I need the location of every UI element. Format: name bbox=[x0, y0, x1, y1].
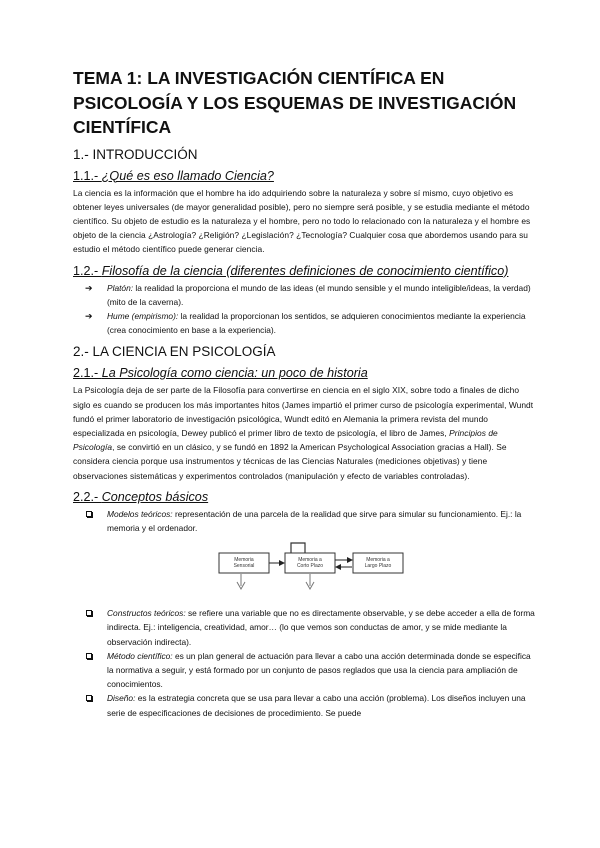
subsection-2-1-heading bbox=[73, 365, 535, 382]
label-long-term bbox=[365, 557, 392, 569]
down-arrow-icon bbox=[237, 574, 245, 589]
subsection-number: 2.1.- bbox=[73, 366, 102, 381]
label-line: Memoria a bbox=[298, 557, 322, 564]
label-line: Corto Plazo bbox=[296, 563, 324, 570]
checkbox-bullet-icon bbox=[86, 695, 92, 701]
subsection-2-1-body bbox=[73, 383, 535, 482]
body-text: La Psicología deja de ser parte de la Filosofía para convertirse en ciencia en el siglo XIX, sobre todo a finales de dicho siglo es cuando se producen los más importantes hitos (James impartió el primer curso de psicología experimental, Wundt fundó el primer laboratorio de investigación psicológica, Wundt editó en Alemania la primera revista del mundo especializada en psicología, Dewey publicó el primer libro de texto de psicología, el libro de James, bbox=[73, 385, 534, 438]
memory-model-diagram bbox=[213, 539, 535, 600]
list-item-text: la realidad la proporciona el mundo de las ideas (el mundo sensible y el mundo inteligible/ideas, la verdad) (mito de la caverna). bbox=[107, 282, 531, 307]
list-item-text: es un plan general de actuación para llevar a cabo una acción determinada donde se especifica la normativa a seguir, y está formado por un conjunto de pasos reglados que usa la ciencia para ampliación de conocimientos. bbox=[107, 650, 531, 690]
list-item bbox=[73, 649, 535, 692]
document-title: TEMA 1: LA INVESTIGACIÓN CIENTÍFICA EN PSICOLOGÍA Y LOS ESQUEMAS DE INVESTIGACIÓN CIENTÍFICA bbox=[73, 68, 517, 137]
body-text: , se convirtió en un clásico, y se fundó en 1892 la American Psychological Association gracias a Hall). Se considera ciencia porque usa instrumentos y técnicas de las Ciencias Naturales (mediciones objetivas) y tiene observaciones sistemáticas y experimentos controlados (manipulación y efecto de variables controladas). bbox=[73, 442, 507, 481]
subsection-number: 1.1.- bbox=[73, 168, 102, 183]
section-1-heading: 1.- INTRODUCCIÓN bbox=[73, 146, 198, 162]
subsection-number: 2.2.- bbox=[73, 489, 102, 504]
arrow-bullet-icon: ➔ bbox=[85, 310, 93, 321]
memory-diagram-svg bbox=[213, 539, 413, 595]
list-item-term: Método científico: bbox=[107, 650, 173, 661]
document-page bbox=[73, 66, 535, 720]
list-item-term: Hume (empirismo): bbox=[107, 310, 179, 321]
list-item-term: Constructos teóricos: bbox=[107, 608, 186, 619]
list-item-text: es la estrategia concreta que se usa para llevar a cabo una acción (problema). Los diseños incluyen una serie de especificaciones de decisiones de procedimiento. Se puede bbox=[107, 693, 526, 718]
checkbox-bullet-icon bbox=[86, 511, 92, 517]
arrow-bullet-icon: ➔ bbox=[85, 282, 93, 293]
rehearsal-loop bbox=[291, 543, 305, 553]
philosophy-list bbox=[73, 281, 535, 338]
list-item-term: Diseño: bbox=[107, 693, 136, 704]
label-line: Largo Plazo bbox=[364, 563, 392, 570]
subsection-title: ¿Qué es eso llamado Ciencia? bbox=[101, 168, 274, 183]
down-arrow-icon bbox=[306, 574, 314, 589]
list-item-text: se refiere una variable que no es directamente observable, y se debe acceder a ella de forma indirecta. Ej.: inteligencia, creatividad, amor… (lo que vemos son conductas de amor, y se mide mediante la observación indirecta). bbox=[107, 608, 535, 647]
label-line: Memoria a bbox=[366, 557, 390, 564]
book-title: Principios de Psicología bbox=[73, 427, 498, 453]
section-2-heading: 2.- LA CIENCIA EN PSICOLOGÍA bbox=[73, 344, 276, 360]
label-line: Memoria bbox=[234, 557, 254, 564]
list-item-term: Platón: bbox=[107, 282, 134, 293]
checkbox-bullet-icon bbox=[86, 653, 92, 659]
concepts-list-continued bbox=[73, 606, 535, 720]
subsection-title: Conceptos básicos bbox=[101, 489, 209, 504]
label-line: Sensorial bbox=[233, 563, 255, 570]
concepts-list bbox=[73, 507, 535, 535]
list-item bbox=[73, 691, 535, 719]
list-item-text: representación de una parcela de la realidad que sirve para simular su funcionamiento. Ej.: la memoria y el ordenador. bbox=[107, 508, 522, 533]
subsection-1-1-heading bbox=[73, 168, 535, 185]
list-item bbox=[73, 507, 535, 535]
subsection-number: 1.2.- bbox=[73, 263, 102, 278]
subsection-1-1-body: La ciencia es la información que el hombre ha ido adquiriendo sobre la naturaleza y sobre sí mismo, cuyo objetivo es obtener leyes universales (de mayor generalidad posible), pero no siempre será posible, y se estudia mediante el método científico. Su objeto de estudio es la naturaleza y el hombre, pero no todo lo relacionado con la naturaleza y el hombre es objeto de la ciencia ¿Astrología? ¿Religión? ¿Legislación? ¿Tecnología? Cualquier cosa que abordemos usando para su estudio el método científico puede generar ciencia. bbox=[73, 187, 531, 255]
list-item-term: Modelos teóricos: bbox=[107, 508, 173, 519]
list-item bbox=[73, 606, 535, 649]
list-item bbox=[73, 309, 535, 337]
list-item bbox=[73, 281, 535, 309]
subsection-title: La Psicología como ciencia: un poco de historia bbox=[101, 366, 368, 381]
subsection-2-2-heading bbox=[73, 489, 535, 506]
label-sensory bbox=[234, 557, 255, 569]
subsection-title: Filosofía de la ciencia (diferentes definiciones de conocimiento científico) bbox=[101, 263, 509, 278]
checkbox-bullet-icon bbox=[86, 610, 92, 616]
subsection-1-2-heading bbox=[73, 263, 535, 280]
label-short-term bbox=[297, 557, 323, 569]
list-item-text: la realidad la proporcionan los sentidos, se adquieren conocimientos mediante la experiencia (crea conocimiento en base a la experiencia). bbox=[107, 310, 526, 336]
